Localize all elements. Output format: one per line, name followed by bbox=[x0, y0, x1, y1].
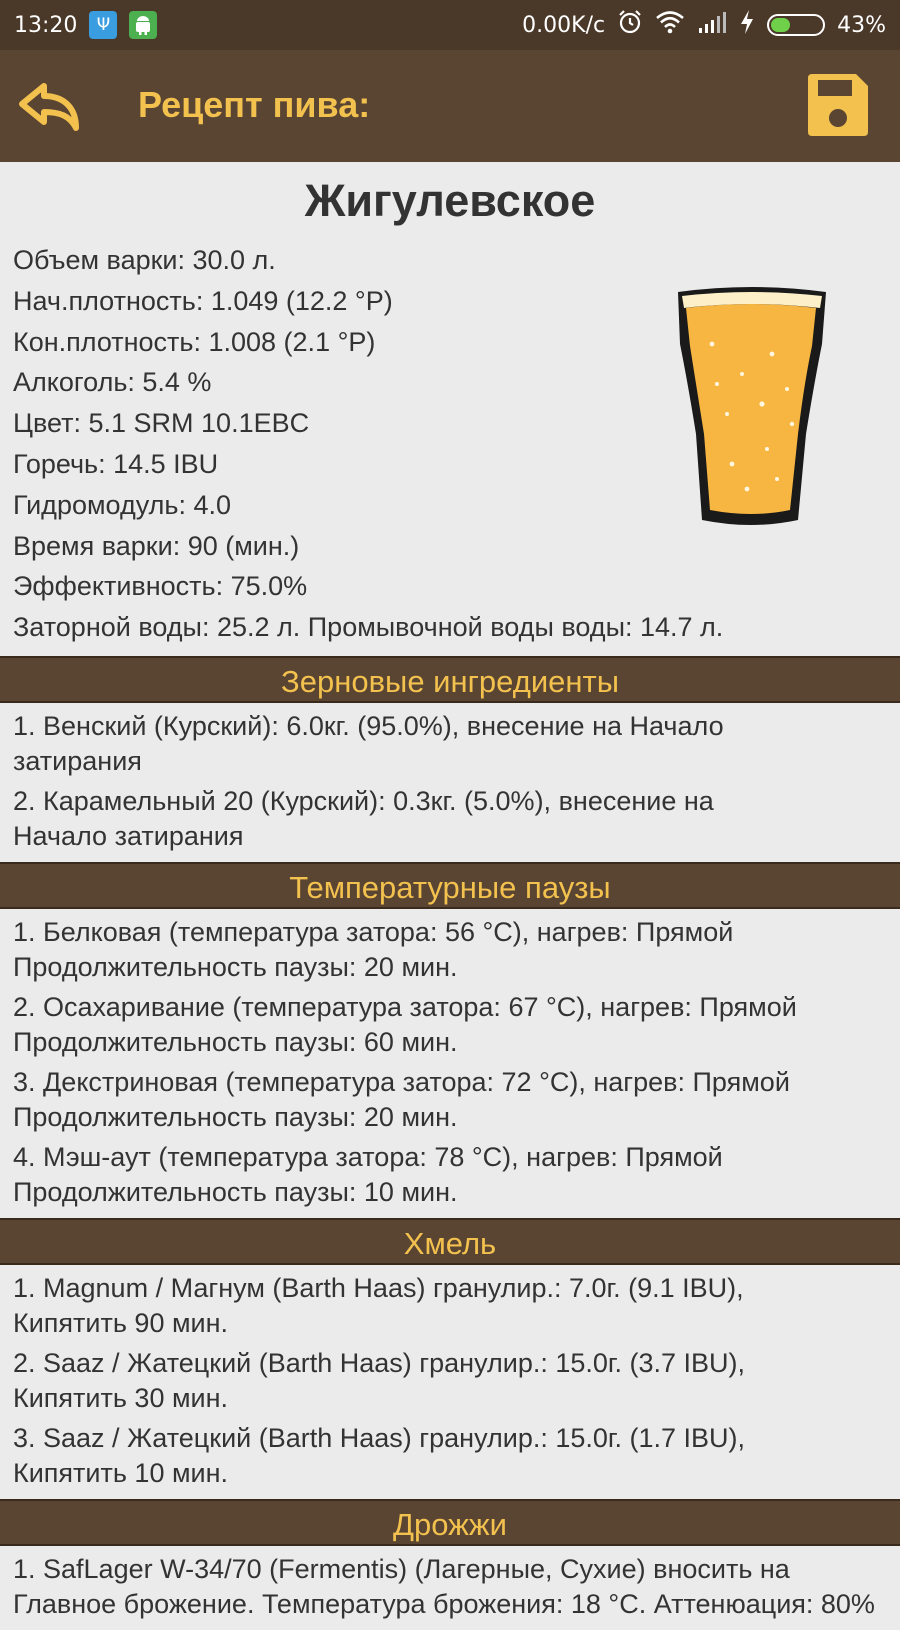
section-pauses bbox=[0, 909, 900, 1218]
pause-item bbox=[13, 1140, 887, 1210]
prop-color: Цвет: 5.1 SRM 10.1EBC bbox=[13, 408, 310, 439]
alarm-icon bbox=[617, 9, 643, 41]
pause-item-line: Продолжительность паузы: 20 мин. bbox=[13, 951, 458, 982]
wifi-icon bbox=[655, 10, 685, 40]
app-toolbar bbox=[0, 50, 900, 162]
section-yeast bbox=[0, 1546, 900, 1630]
status-time: 13:20 bbox=[14, 12, 78, 38]
hop-item-line: 3. Saaz / Жатецкий (Barth Haas) гранулир.: 15.0г. (1.7 IBU), bbox=[13, 1422, 745, 1453]
prop-volume: Объем варки: 30.0 л. bbox=[13, 245, 276, 275]
signal-icon bbox=[697, 10, 727, 40]
pause-item-line: Продолжительность паузы: 60 мин. bbox=[13, 1026, 458, 1057]
grain-item bbox=[13, 784, 887, 854]
prop-bitterness: Горечь: 14.5 IBU bbox=[13, 448, 219, 479]
status-right bbox=[522, 0, 886, 50]
hop-item bbox=[13, 1421, 887, 1491]
prop-efficiency: Эффективность: 75.0% bbox=[13, 571, 308, 602]
charging-icon bbox=[739, 9, 755, 41]
pause-item-line: Продолжительность паузы: 20 мин. bbox=[13, 1101, 458, 1132]
hop-item-line: 1. Magnum / Магнум (Barth Haas) гранулир.: 7.0г. (9.1 IBU), bbox=[13, 1272, 744, 1303]
network-speed: 0.00K/c bbox=[522, 12, 606, 38]
prop-final-gravity: Кон.плотность: 1.008 (2.1 °P) bbox=[13, 326, 376, 357]
beer-name: Жигулевское bbox=[304, 175, 596, 226]
pause-item bbox=[13, 990, 887, 1060]
pause-item-line: 3. Декстриновая (температура затора: 72 °C), нагрев: Прямой bbox=[13, 1066, 790, 1097]
pause-item-line: 1. Белковая (температура затора: 56 °C), нагрев: Прямой bbox=[13, 916, 734, 947]
toolbar-title: Рецепт пива: bbox=[138, 84, 371, 125]
yeast-item bbox=[13, 1552, 887, 1622]
pause-item-line: 4. Мэш-аут (температура затора: 78 °C), нагрев: Прямой bbox=[13, 1141, 723, 1172]
beer-glass-image bbox=[672, 284, 832, 534]
hop-item-line: Кипятить 30 мин. bbox=[13, 1382, 229, 1413]
grain-item-line: затирания bbox=[13, 745, 142, 776]
recipe-content[interactable] bbox=[0, 162, 900, 1630]
yeast-item-line: 1. SafLager W-34/70 (Fermentis) (Лагерные, Сухие) вносить на bbox=[13, 1553, 790, 1584]
prop-water-ratio: Гидромодуль: 4.0 bbox=[13, 489, 231, 520]
android-icon bbox=[129, 11, 157, 39]
battery-level bbox=[771, 18, 790, 32]
pause-item bbox=[13, 1065, 887, 1135]
status-bar bbox=[0, 0, 900, 50]
grain-item-line: Начало затирания bbox=[13, 820, 244, 851]
hop-item-line: Кипятить 10 мин. bbox=[13, 1457, 229, 1488]
yeast-item-line: Главное брожение. Температура брожения: 18 °C. Аттенюация: 80% bbox=[13, 1588, 875, 1619]
section-header-pauses: Температурные паузы bbox=[0, 862, 900, 909]
back-button[interactable] bbox=[14, 72, 84, 142]
prop-original-gravity: Нач.плотность: 1.049 (12.2 °P) bbox=[13, 285, 393, 316]
battery-percent: 43% bbox=[837, 12, 886, 38]
floppy-save-icon bbox=[806, 72, 870, 138]
pause-item-line: 2. Осахаривание (температура затора: 67 °C), нагрев: Прямой bbox=[13, 991, 797, 1022]
pause-item-line: Продолжительность паузы: 10 мин. bbox=[13, 1176, 458, 1207]
section-grains bbox=[0, 703, 900, 862]
status-left bbox=[14, 0, 157, 50]
section-hops bbox=[0, 1265, 900, 1499]
hop-item bbox=[13, 1346, 887, 1416]
hop-item bbox=[13, 1271, 887, 1341]
grain-item-line: 1. Венский (Курский): 6.0кг. (95.0%), внесение на Начало bbox=[13, 710, 724, 741]
prop-alcohol: Алкоголь: 5.4 % bbox=[13, 367, 212, 398]
hop-item-line: Кипятить 90 мин. bbox=[13, 1307, 229, 1338]
section-header-grains: Зерновые ингредиенты bbox=[0, 656, 900, 703]
prop-water-volumes: Заторной воды: 25.2 л. Промывочной воды воды: 14.7 л. bbox=[13, 612, 724, 643]
usb-icon: Ψ bbox=[89, 11, 117, 39]
section-header-yeast: Дрожжи bbox=[0, 1499, 900, 1546]
hop-item-line: 2. Saaz / Жатецкий (Barth Haas) гранулир.: 15.0г. (3.7 IBU), bbox=[13, 1347, 745, 1378]
section-header-hops: Хмель bbox=[0, 1218, 900, 1265]
grain-item bbox=[13, 709, 887, 779]
back-arrow-icon bbox=[14, 72, 84, 142]
save-button[interactable] bbox=[806, 72, 870, 138]
pause-item bbox=[13, 915, 887, 985]
grain-item-line: 2. Карамельный 20 (Курский): 0.3кг. (5.0%), внесение на bbox=[13, 785, 714, 816]
prop-boil-time: Время варки: 90 (мин.) bbox=[13, 530, 300, 561]
battery-icon bbox=[767, 14, 825, 36]
